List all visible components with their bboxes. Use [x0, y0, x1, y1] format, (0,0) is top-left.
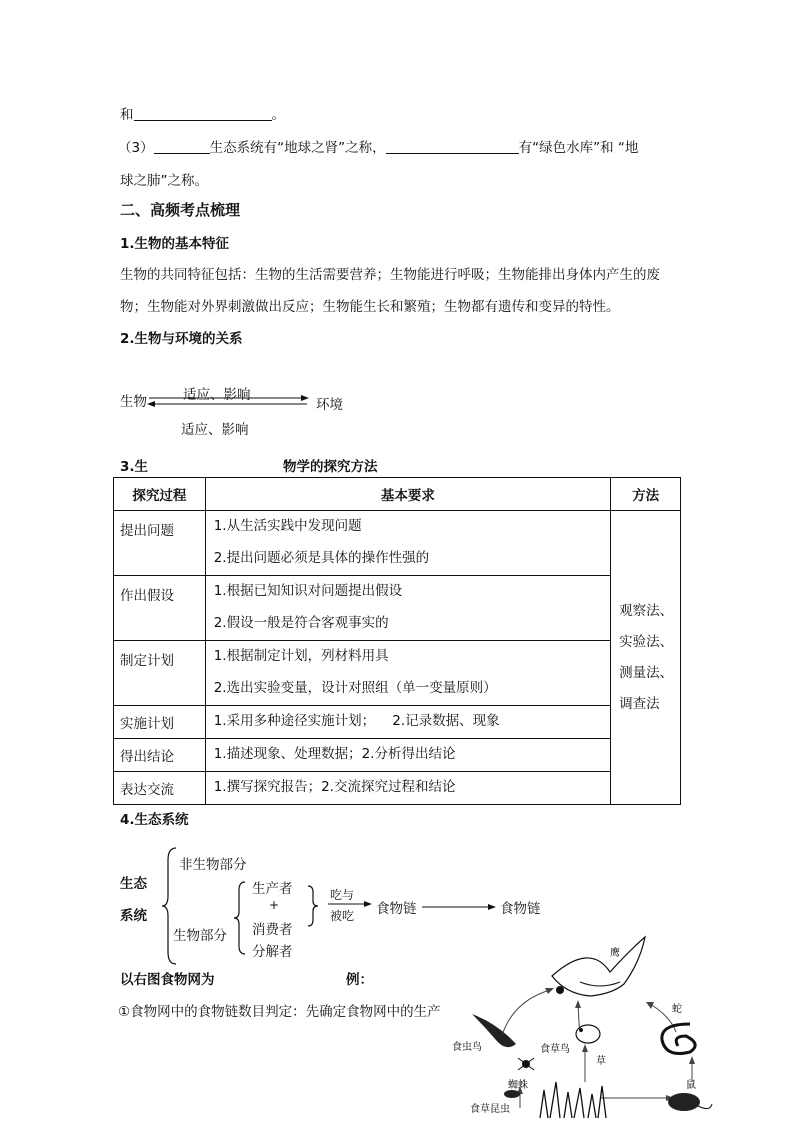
section-title: 二、高频考点梳理 [120, 201, 241, 219]
eagle-icon [552, 937, 645, 996]
intro-prefix: 和 [120, 107, 134, 123]
answer-blank[interactable] [134, 106, 272, 121]
requirement-line: 2.提出问题必须是具体的操作性强的 [213, 550, 430, 566]
requirements-cell [205, 739, 610, 772]
requirement-line: 2.选出实验变量，设计对照组（单一变量原则） [213, 680, 497, 696]
method-observation: 观察法、 [619, 602, 674, 619]
intro-suffix: 。 [271, 107, 285, 123]
mouse-label: 鼠 [686, 1080, 696, 1091]
item3-line2: 球之肺”之称。 [120, 173, 208, 189]
method-measurement: 测量法、 [619, 664, 674, 681]
header-method: 方法 [611, 478, 681, 511]
answer-blank[interactable] [154, 139, 210, 154]
food-web-illustration [440, 932, 720, 1122]
consumer-label: 消费者 [252, 922, 293, 938]
item3-text1: 生态系统有“地球之肾”之称， [209, 140, 386, 156]
header-requirements: 基本要求 [205, 478, 610, 511]
item3-text2: 有“绿色水库”和 “地 [518, 140, 639, 156]
herb-insect-label: 食草昆虫 [470, 1104, 510, 1115]
method-cell [611, 511, 681, 805]
topic1-body-line2: 物；生物能对外界刺激做出反应；生物能生长和繁殖；生物都有遗传和变异的特性。 [120, 299, 620, 315]
requirements-cell [205, 511, 610, 576]
requirements-cell [205, 772, 610, 805]
table-row [114, 772, 681, 805]
table-row [114, 511, 681, 576]
requirement-line: 1.撰写探究报告；2.交流探究过程和结论 [213, 779, 456, 795]
requirement-line: 1.从生活实践中发现问题 [213, 518, 362, 534]
spider-icon [518, 1058, 534, 1070]
header-process: 探究过程 [114, 478, 206, 511]
grass-icon [540, 1082, 606, 1118]
process-cell: 制定计划 [114, 641, 206, 706]
food-chain-label-2: 食物链 [500, 901, 541, 917]
organism-label: 生物 [120, 394, 147, 410]
table-row [114, 576, 681, 641]
topic2-title: 2.生物与环境的关系 [120, 331, 243, 347]
table-row [114, 706, 681, 739]
example-title-a: 以右图食物网为 [120, 972, 215, 988]
topic1-body-line1: 生物的共同特征包括：生物的生活需要营养；生物能进行呼吸；生物能排出身体内产生的废 [120, 267, 660, 283]
table-row [114, 641, 681, 706]
grain-bird-label: 食草鸟 [540, 1044, 570, 1055]
eat-label-line1: 吃与 [330, 888, 355, 902]
relation-top-label: 适应、影响 [183, 387, 251, 403]
example-title-b: 例： [346, 972, 373, 988]
decomposer-label: 分解者 [252, 944, 293, 960]
snake-label: 蛇 [672, 1004, 682, 1015]
environment-label: 环境 [316, 397, 343, 413]
example-item1: ①食物网中的食物链数目判定：先确定食物网中的生产 [118, 1004, 441, 1020]
requirement-line: 1.采用多种途径实施计划； 2.记录数据、现象 [213, 713, 500, 729]
requirement-line: 2.假设一般是符合客观事实的 [213, 615, 389, 631]
requirements-cell [205, 576, 610, 641]
intro-line1 [120, 103, 285, 123]
process-cell: 实施计划 [114, 706, 206, 739]
method-experiment: 实验法、 [619, 633, 674, 650]
arrow-icon [326, 899, 374, 909]
double-arrow [145, 392, 313, 412]
spider-label: 蜘蛛 [508, 1080, 528, 1091]
brace-icon [306, 884, 320, 928]
process-cell: 提出问题 [114, 511, 206, 576]
ecosystem-root-line2: 系统 [120, 908, 147, 924]
insect-bird-label: 食虫鸟 [452, 1042, 482, 1053]
abiotic-label: 非生物部分 [179, 857, 247, 873]
process-cell: 作出假设 [114, 576, 206, 641]
method-survey: 调查法 [619, 695, 660, 712]
requirements-cell [205, 641, 610, 706]
inquiry-table [113, 477, 681, 805]
herbivore-insect-icon [504, 1090, 520, 1098]
relation-bottom-label: 适应、影响 [181, 422, 249, 438]
food-chain-label: 食物链 [376, 901, 417, 917]
process-cell: 得出结论 [114, 739, 206, 772]
eagle-label: 鹰 [610, 948, 620, 959]
requirements-cell [205, 706, 610, 739]
topic4-title: 4.生态系统 [120, 812, 189, 828]
snake-icon [662, 1024, 695, 1054]
mouse-icon [668, 1093, 712, 1111]
brace-icon [160, 846, 180, 966]
topic3-title-b: 物学的探究方法 [283, 459, 378, 475]
brace-icon [232, 880, 248, 956]
intro-item3 [118, 136, 638, 156]
biotic-label: 生物部分 [173, 928, 227, 944]
requirement-line: 1.描述现象、处理数据；2.分析得出结论 [213, 746, 456, 762]
requirement-line: 1.根据制定计划，列材料用具 [213, 648, 389, 664]
requirement-line: 1.根据已知知识对问题提出假设 [213, 583, 403, 599]
eat-label-line2: 被吃 [330, 909, 355, 923]
table-row [114, 739, 681, 772]
answer-blank[interactable] [386, 139, 519, 154]
topic1-title: 1.生物的基本特征 [120, 236, 230, 252]
table-header-row [114, 478, 681, 511]
arrow-icon [420, 902, 498, 912]
grass-label: 草 [596, 1056, 606, 1067]
process-cell: 表达交流 [114, 772, 206, 805]
plus-sign: + [269, 898, 280, 912]
topic3-title-a: 3.生 [120, 459, 149, 475]
ecosystem-root-line1: 生态 [120, 876, 147, 892]
producer-label: 生产者 [252, 881, 293, 897]
item-number: （3） [118, 140, 154, 156]
grain-bird-icon [576, 1025, 600, 1043]
